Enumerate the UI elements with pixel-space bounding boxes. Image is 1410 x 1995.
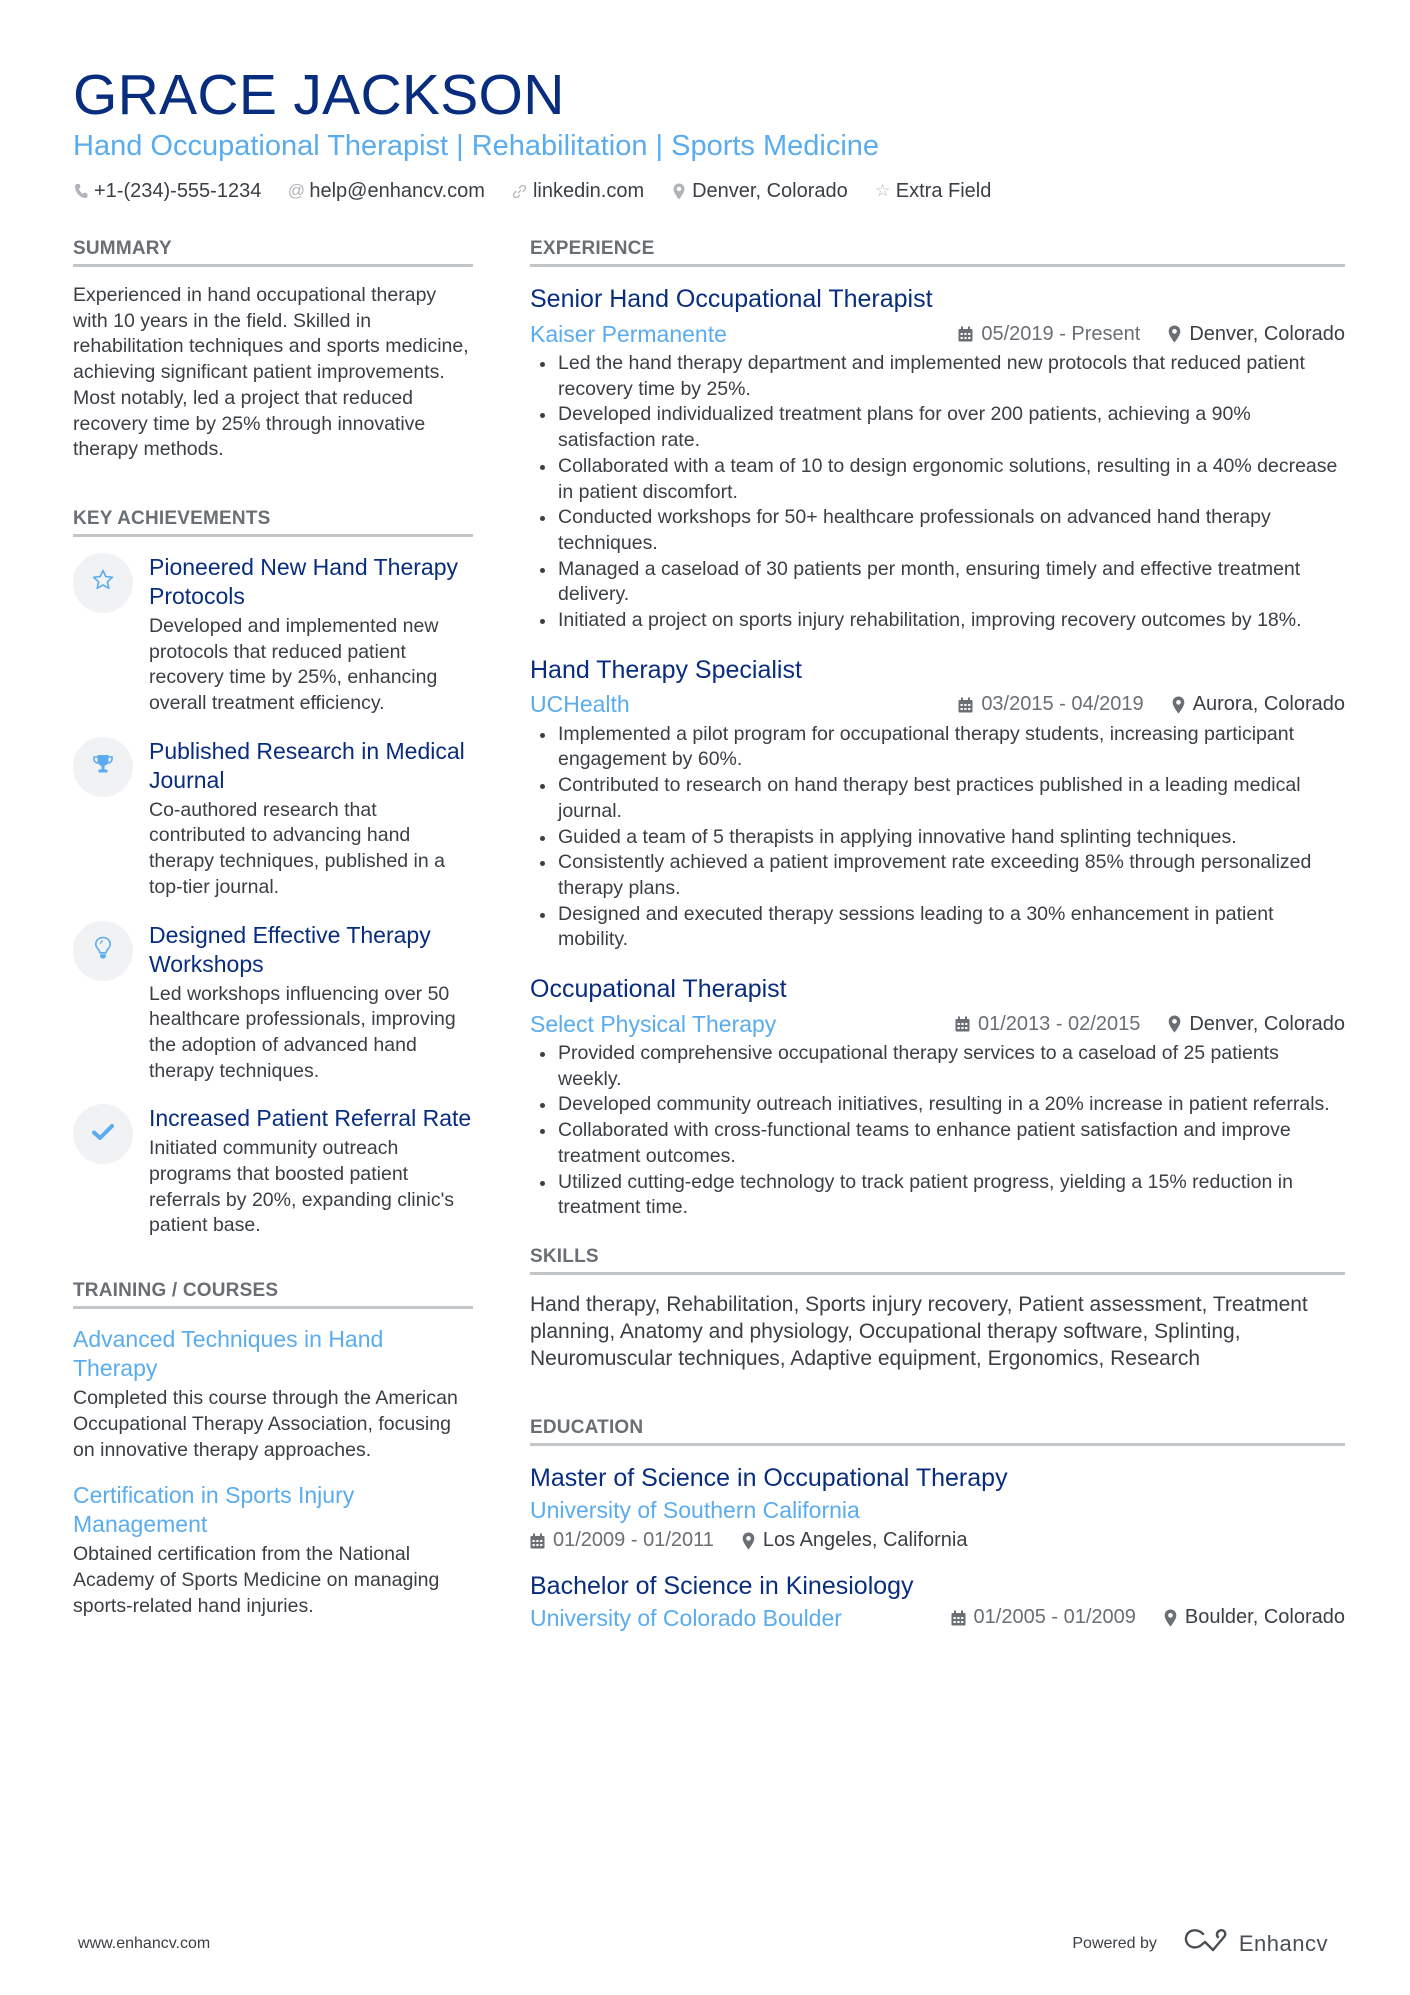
skills-text: Hand therapy, Rehabilitation, Sports injury recovery, Patient assessment, Treatment planning, Anatomy and physiology, Occupational therapy software, Splinting, Neuromuscular techniques, Adaptive equipment, Ergonomics, Research [530, 1292, 1308, 1370]
training-title: TRAINING / COURSES [73, 1279, 473, 1309]
bullet-item: Led the hand therapy department and implemented new protocols that reduced patient recovery time by 25%. [530, 351, 1345, 402]
bullet-item: Developed individualized treatment plans for over 200 patients, achieving a 90% satisfaction rate. [530, 402, 1345, 453]
education-entry [530, 1570, 1345, 1634]
bullet-item: Designed and executed therapy sessions leading to a 30% enhancement in patient mobility. [530, 902, 1345, 953]
contact-row [73, 178, 1343, 204]
job-title: Senior Hand Occupational Therapist [530, 285, 933, 313]
contact-extra [875, 178, 992, 204]
contact-location-text: Denver, Colorado [692, 180, 848, 202]
summary-text: Experienced in hand occupational therapy with 10 years in the field. Skilled in rehabilitation techniques and sports medicine, achieving significant patient improvements. Most notably, led a project that reduced recovery time by 25% through innovative therapy methods. [73, 284, 469, 461]
job-bullets [530, 722, 1345, 953]
trophy-icon [92, 753, 114, 780]
bullet-item: Managed a caseload of 30 patients per month, ensuring timely and effective treatment delivery. [530, 557, 1345, 608]
link-icon [512, 184, 528, 199]
course-item [73, 1481, 473, 1619]
contact-phone [73, 178, 261, 204]
course-title: Certification in Sports Injury Management [73, 1482, 355, 1538]
achievement-title: Increased Patient Referral Rate [149, 1105, 472, 1132]
enhancv-logo[interactable] [1183, 1928, 1328, 1960]
education-location: Boulder, Colorado [1184, 1606, 1345, 1629]
footer-website-link[interactable]: www.enhancv.com [78, 1935, 211, 1952]
company-name: Kaiser Permanente [530, 320, 727, 347]
achievement-icon-circle [73, 921, 133, 981]
achievements-section [73, 507, 473, 1239]
calendar-icon [530, 1533, 545, 1549]
contact-phone-text: +1-(234)-555-1234 [94, 180, 262, 202]
powered-by-label: Powered by [1072, 1935, 1157, 1952]
achievement-item [73, 737, 473, 901]
bullet-item: Provided comprehensive occupational therapy services to a caseload of 25 patients weekly. [530, 1041, 1345, 1092]
education-title: EDUCATION [530, 1416, 1345, 1446]
achievement-item [73, 553, 473, 717]
job-location: Denver, Colorado [1189, 1012, 1345, 1035]
bullet-item: Consistently achieved a patient improvement rate exceeding 85% through personalized therapy plans. [530, 850, 1345, 901]
job-title: Occupational Therapist [530, 975, 787, 1004]
achievement-item [73, 921, 473, 1085]
contact-linkedin-text: linkedin.com [532, 180, 645, 202]
summary-title: SUMMARY [73, 237, 473, 267]
job-dates: 03/2015 - 04/2019 [981, 693, 1144, 716]
calendar-icon [951, 1610, 966, 1626]
bullet-item: Collaborated with a team of 10 to design ergonomic solutions, resulting in a 40% decrease in patient discomfort. [530, 454, 1345, 505]
contact-email[interactable] [288, 178, 485, 204]
skills-title: SKILLS [530, 1245, 1345, 1275]
achievement-text: Developed and implemented new protocols that reduced patient recovery time by 25%, enhancing overall treatment efficiency. [149, 614, 439, 715]
company-name: UCHealth [530, 691, 630, 718]
bullet-item: Initiated a project on sports injury rehabilitation, improving recovery outcomes by 18%. [530, 608, 1345, 634]
job-entry [530, 973, 1345, 1221]
contact-location [671, 178, 848, 204]
calendar-icon [958, 697, 973, 713]
course-text: Obtained certification from the National Academy of Sports Medicine on managing sports-related hand injuries. [73, 1543, 440, 1617]
course-item [73, 1325, 473, 1463]
star-icon: ☆ [875, 181, 891, 200]
enhancv-brand-text: Enhancv [1238, 1931, 1328, 1956]
right-column [530, 237, 1345, 1648]
job-bullets [530, 1041, 1345, 1221]
star-icon [91, 568, 115, 597]
experience-title: EXPERIENCE [530, 237, 1345, 267]
education-section [530, 1416, 1345, 1634]
course-title: Advanced Techniques in Hand Therapy [73, 1326, 384, 1382]
bullet-item: Utilized cutting-edge technology to track patient progress, yielding a 15% reduction in treatment time. [530, 1170, 1345, 1221]
job-bullets [530, 351, 1345, 634]
contact-linkedin[interactable] [512, 178, 644, 204]
bullet-item: Guided a team of 5 therapists in applying innovative hand splinting techniques. [530, 825, 1345, 851]
location-pin-icon [671, 183, 687, 200]
achievement-item [73, 1104, 473, 1239]
degree-title: Master of Science in Occupational Therapy [530, 1463, 1008, 1492]
resume-header [73, 62, 1343, 204]
achievements-title: KEY ACHIEVEMENTS [73, 507, 473, 537]
phone-icon [73, 183, 89, 199]
contact-extra-text: Extra Field [895, 180, 992, 202]
job-location: Denver, Colorado [1189, 322, 1345, 345]
achievement-title: Pioneered New Hand Therapy Protocols [149, 553, 458, 609]
bullet-item: Conducted workshops for 50+ healthcare professionals on advanced hand therapy techniques. [530, 505, 1345, 556]
education-entry [530, 1462, 1345, 1556]
headline: Hand Occupational Therapist | Rehabilitation | Sports Medicine [73, 130, 880, 162]
footer [78, 1928, 1328, 1960]
contact-email-text: help@enhancv.com [309, 180, 485, 202]
education-dates: 01/2005 - 01/2009 [973, 1606, 1136, 1629]
at-icon: @ [287, 181, 305, 200]
degree-title: Bachelor of Science in Kinesiology [530, 1571, 914, 1600]
location-pin-icon [1172, 696, 1185, 714]
enhancv-logo-icon [1183, 1928, 1239, 1960]
location-pin-icon [1168, 325, 1181, 343]
experience-section [530, 237, 1345, 1221]
achievement-title: Designed Effective Therapy Workshops [149, 921, 431, 977]
school-name: University of Colorado Boulder [530, 1604, 842, 1631]
bullet-item: Collaborated with cross-functional teams to enhance patient satisfaction and improve treatment outcomes. [530, 1118, 1345, 1169]
job-entry [530, 283, 1345, 634]
bullet-item: Implemented a pilot program for occupational therapy students, increasing participant engagement by 60%. [530, 722, 1345, 773]
location-pin-icon [1164, 1609, 1177, 1627]
education-location: Los Angeles, California [762, 1529, 968, 1552]
summary-section [73, 237, 473, 463]
achievement-text: Led workshops influencing over 50 healthcare professionals, improving the adoption of advanced hand therapy techniques. [149, 982, 456, 1082]
job-entry [530, 654, 1345, 953]
company-name: Select Physical Therapy [530, 1010, 777, 1037]
calendar-icon [955, 1016, 970, 1032]
achievement-title: Published Research in Medical Journal [149, 737, 465, 793]
school-name: University of Southern California [530, 1496, 860, 1523]
job-dates: 05/2019 - Present [981, 322, 1141, 345]
lightbulb-icon [94, 936, 112, 965]
skills-section [530, 1245, 1345, 1372]
achievement-icon-circle [73, 1104, 133, 1164]
checkmark-icon [92, 1123, 114, 1146]
bullet-item: Contributed to research on hand therapy best practices published in a leading medical journal. [530, 773, 1345, 824]
education-dates: 01/2009 - 01/2011 [553, 1529, 714, 1552]
calendar-icon [958, 326, 973, 342]
bullet-item: Developed community outreach initiatives, resulting in a 20% increase in patient referrals. [530, 1092, 1345, 1118]
job-location: Aurora, Colorado [1192, 693, 1345, 716]
location-pin-icon [1168, 1015, 1181, 1033]
job-title: Hand Therapy Specialist [530, 655, 802, 684]
achievement-icon-circle [73, 553, 133, 613]
training-section [73, 1279, 473, 1619]
left-column [73, 237, 473, 1637]
location-pin-icon [742, 1532, 755, 1550]
course-text: Completed this course through the American Occupational Therapy Association, focusing on innovative therapy approaches. [73, 1387, 458, 1461]
achievement-text: Initiated community outreach programs that boosted patient referrals by 20%, expanding clinic's patient base. [149, 1137, 455, 1237]
candidate-name: GRACE JACKSON [73, 63, 565, 127]
achievement-text: Co-authored research that contributed to advancing hand therapy techniques, published in a top-tier journal. [149, 798, 445, 898]
job-dates: 01/2013 - 02/2015 [977, 1012, 1141, 1035]
achievement-icon-circle [73, 737, 133, 797]
